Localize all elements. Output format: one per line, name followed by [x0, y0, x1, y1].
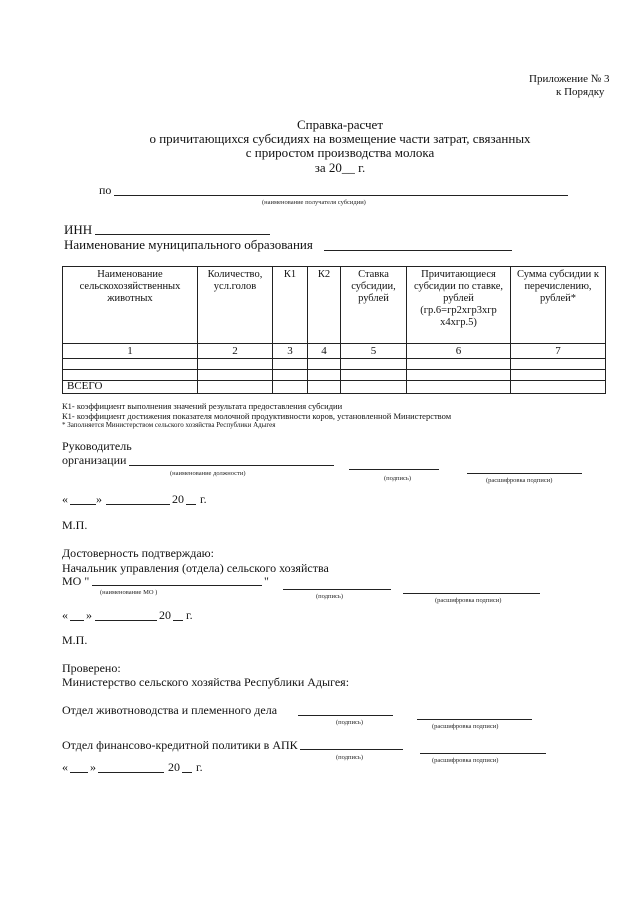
recipient-field[interactable]: [114, 195, 568, 196]
table-cell[interactable]: [273, 370, 308, 381]
table-row: [63, 370, 606, 381]
subsidy-table: [62, 266, 606, 394]
table-cell[interactable]: [407, 359, 511, 370]
table-cell[interactable]: [511, 370, 606, 381]
column-header: К1: [273, 267, 308, 344]
date-month-field[interactable]: [98, 772, 164, 773]
table-cell[interactable]: [63, 370, 198, 381]
table-cell[interactable]: [511, 359, 606, 370]
confirm-position: Начальник управления (отдела) сельского хозяйства: [62, 561, 329, 575]
column-number: 3: [273, 344, 308, 359]
table-cell[interactable]: [511, 381, 606, 394]
position-field[interactable]: [129, 465, 334, 466]
table-header-row: [63, 267, 606, 344]
note-k2: К1- коэффициент достижения показателя молочной продуктивности коров, установленной Министерством: [62, 411, 452, 421]
column-number-row: [63, 344, 606, 359]
note-k1: К1- коэффициент выполнения значений результата предоставления субсидии: [62, 401, 343, 411]
table-row: [63, 359, 606, 370]
ministry-name: Министерство сельского хозяйства Республики Адыгея:: [62, 675, 350, 689]
confirm-decode-field[interactable]: [403, 593, 540, 594]
signature-decode-field[interactable]: [467, 473, 582, 474]
signature-decode-caption: (расшифровка подписи): [486, 477, 553, 484]
column-header: К2: [308, 267, 341, 344]
table-cell[interactable]: [198, 381, 273, 394]
position-caption: (наименование должности): [170, 470, 246, 477]
mo-caption: (наименование МО ): [100, 589, 158, 596]
confirm-signature-field[interactable]: [283, 589, 391, 590]
date-day-field[interactable]: [70, 620, 84, 621]
dept-finance-decode-field[interactable]: [420, 753, 546, 754]
mo-prefix: МО ": [62, 574, 90, 588]
table-total-row: [63, 381, 606, 394]
inn-field[interactable]: [95, 234, 270, 235]
dept-livestock-decode-field[interactable]: [417, 719, 532, 720]
dept-finance-decode-caption: (расшифровка подписи): [432, 757, 499, 764]
table-cell[interactable]: [308, 359, 341, 370]
date-close-quote: »: [96, 492, 102, 506]
date-month-field[interactable]: [95, 620, 157, 621]
municipality-field[interactable]: [324, 250, 512, 251]
signature-field[interactable]: [349, 469, 439, 470]
date-year-field[interactable]: [173, 620, 183, 621]
confirm-decode-caption: (расшифровка подписи): [435, 597, 502, 604]
dept-finance-signature-caption: (подпись): [336, 754, 363, 761]
date-year-prefix: 20: [168, 760, 180, 774]
column-header: Количество, усл.голов: [198, 267, 273, 344]
date-day-field[interactable]: [70, 772, 88, 773]
column-number: 5: [341, 344, 407, 359]
table-cell[interactable]: [341, 359, 407, 370]
stamp-place-1: М.П.: [62, 518, 88, 532]
mo-name-field[interactable]: [92, 585, 262, 586]
column-number: 4: [308, 344, 341, 359]
table-cell[interactable]: [198, 370, 273, 381]
signature-caption: (подпись): [384, 475, 411, 482]
mo-suffix: ": [264, 574, 269, 588]
head-title-1: Руководитель: [62, 439, 132, 453]
date-year-suffix: г.: [200, 492, 207, 506]
table-cell[interactable]: [273, 359, 308, 370]
doc-title-2: о причитающихся субсидиях на возмещение части затрат, связанных: [149, 131, 531, 146]
municipality-label: Наименование муниципального образования: [64, 237, 313, 252]
table-cell[interactable]: [341, 381, 407, 394]
table-cell[interactable]: [308, 381, 341, 394]
date-month-field[interactable]: [106, 504, 170, 505]
date-day-field[interactable]: [70, 504, 96, 505]
dept-finance: Отдел финансово-кредитной политики в АПК: [62, 738, 298, 752]
column-header: Наименование сельскохозяйственных животных: [63, 267, 198, 344]
table-cell[interactable]: [273, 381, 308, 394]
table-cell[interactable]: [308, 370, 341, 381]
column-header: Ставка субсидии, рублей: [341, 267, 407, 344]
column-header: Сумма субсидии к перечислению, рублей*: [511, 267, 606, 344]
table-cell[interactable]: [341, 370, 407, 381]
table-cell[interactable]: [63, 359, 198, 370]
column-number: 7: [511, 344, 606, 359]
table-cell[interactable]: [407, 381, 511, 394]
head-title-2: организации: [62, 453, 127, 467]
inn-label: ИНН: [64, 222, 93, 237]
confirm-title: Достоверность подтверждаю:: [62, 546, 214, 560]
confirm-signature-caption: (подпись): [316, 593, 343, 600]
stamp-place-2: М.П.: [62, 633, 88, 647]
total-label: ВСЕГО: [63, 381, 198, 394]
checked-title: Проверено:: [62, 661, 121, 675]
recipient-caption: (наименование получателя субсидии): [262, 199, 366, 206]
date-year-suffix: г.: [196, 760, 203, 774]
table-cell[interactable]: [198, 359, 273, 370]
date-year-prefix: 20: [172, 492, 184, 506]
dept-finance-signature-field[interactable]: [300, 749, 403, 750]
appendix-line-1: Приложение № 3: [529, 73, 610, 85]
dept-livestock-signature-caption: (подпись): [336, 719, 363, 726]
dept-livestock-decode-caption: (расшифровка подписи): [432, 723, 499, 730]
date-close-quote: »: [90, 760, 96, 774]
date-year-field[interactable]: [186, 504, 196, 505]
date-open-quote: «: [62, 608, 68, 622]
column-header: Причитающиеся субсидии по ставке, рублей (гр.6=гр2хгр3хгр х4хгр.5): [407, 267, 511, 344]
doc-title-4: за 20__ г.: [314, 160, 366, 175]
note-star: * Заполняется Министерством сельского хозяйства Республики Адыгея: [62, 421, 276, 429]
column-number: 2: [198, 344, 273, 359]
date-open-quote: «: [62, 492, 68, 506]
doc-title-1: Справка-расчет: [296, 117, 384, 132]
column-number: 1: [63, 344, 198, 359]
appendix-line-2: к Порядку: [556, 86, 605, 98]
table-cell[interactable]: [407, 370, 511, 381]
dept-livestock-signature-field[interactable]: [298, 715, 393, 716]
recipient-label: по: [99, 183, 112, 197]
column-number: 6: [407, 344, 511, 359]
date-year-prefix: 20: [159, 608, 171, 622]
doc-title-3: с приростом производства молока: [245, 145, 435, 160]
date-open-quote: «: [62, 760, 68, 774]
dept-livestock: Отдел животноводства и племенного дела: [62, 703, 278, 717]
date-close-quote: »: [86, 608, 92, 622]
date-year-field[interactable]: [182, 772, 192, 773]
date-year-suffix: г.: [186, 608, 193, 622]
